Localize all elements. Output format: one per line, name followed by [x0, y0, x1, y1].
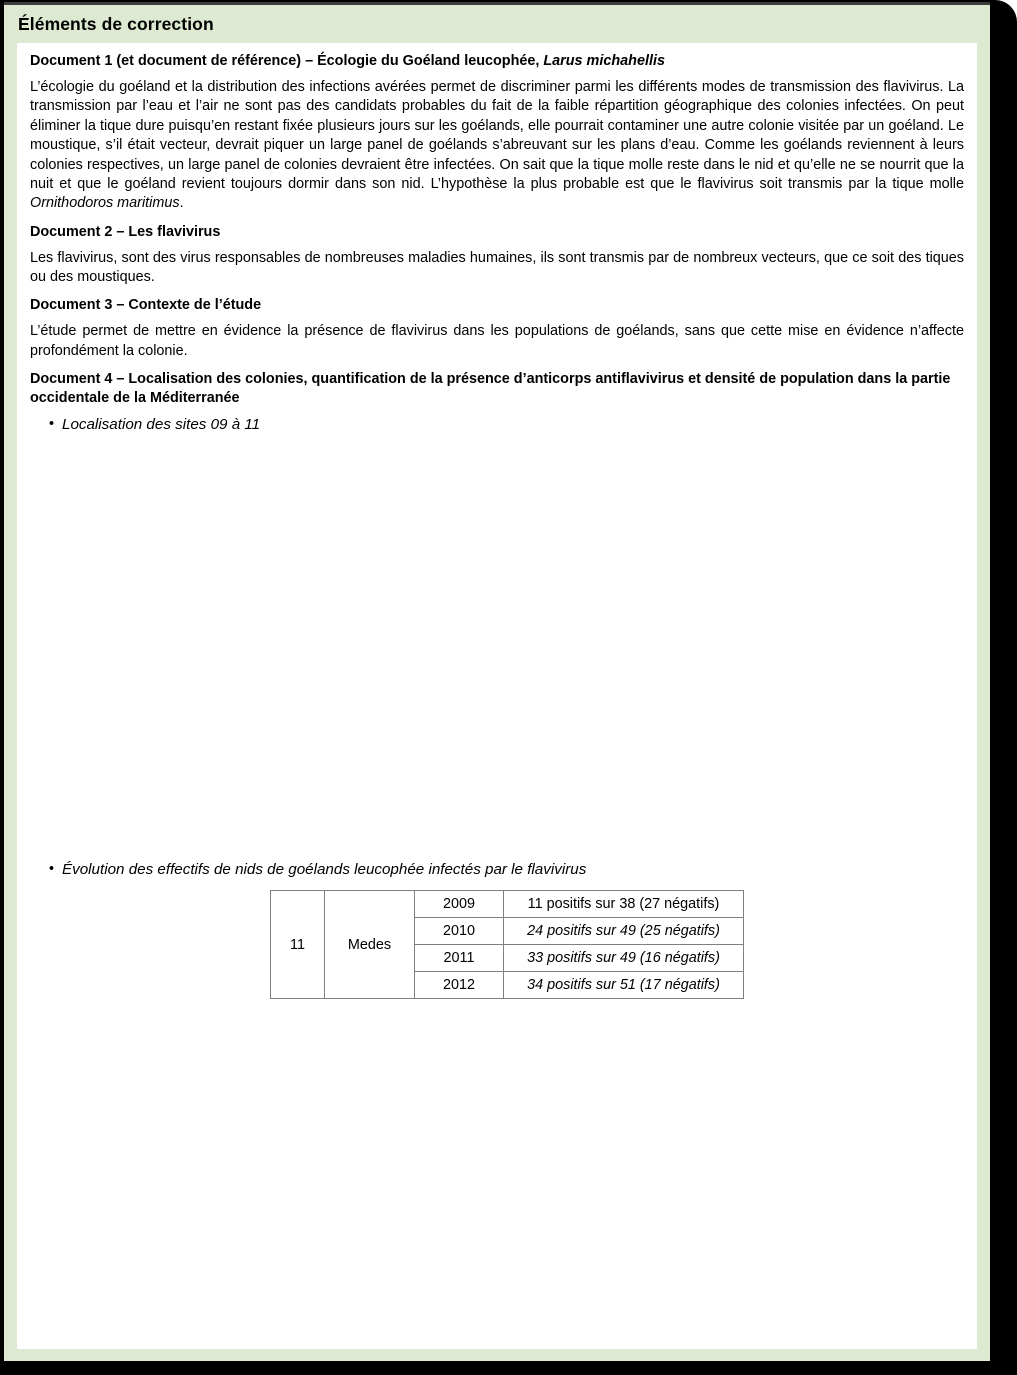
document-1-paragraph-tail: . [179, 195, 184, 212]
bullet-label-localisation: Localisation des sites 09 à 11 [62, 416, 261, 434]
bullet-item-evolution [30, 860, 964, 881]
document-1-paragraph-species: Ornithodoros maritimus [30, 195, 180, 212]
document-1-heading-text: Document 1 (et document de référence) – Écologie du Goéland leucophée, [30, 53, 544, 69]
document-2-paragraph: Les flavivirus, sont des virus responsables de nombreuses maladies humaines, ils sont transmis par de nombreux vecteurs, que ce soit des tiques ou des moustiques. [30, 249, 964, 286]
table-cell-result-2: 33 positifs sur 49 (16 négatifs) [504, 945, 744, 972]
document-content-panel [17, 43, 977, 1349]
table-cell-site-number: 11 [271, 891, 325, 999]
document-1-heading [30, 52, 964, 71]
table-cell-year-1: 2010 [415, 918, 504, 945]
infection-data-table [270, 890, 744, 999]
bullet-marker-icon: • [49, 860, 55, 877]
map-figure-placeholder [30, 436, 964, 854]
document-1-paragraph [30, 78, 964, 214]
bullet-marker-icon: • [49, 416, 55, 433]
table-cell-year-2: 2011 [415, 945, 504, 972]
bullet-item-localisation [30, 415, 964, 436]
document-sheet [4, 2, 990, 1361]
table-cell-result-3: 34 positifs sur 51 (17 négatifs) [504, 972, 744, 999]
table-cell-site-name: Medes [325, 891, 415, 999]
document-header-band [4, 5, 990, 43]
table-cell-result-1: 24 positifs sur 49 (25 négatifs) [504, 918, 744, 945]
table-cell-year-3: 2012 [415, 972, 504, 999]
table-cell-result-0: 11 positifs sur 38 (27 négatifs) [504, 891, 744, 918]
document-1-paragraph-text: L’écologie du goéland et la distribution des infections avérées permet de discriminer parmi les différents modes de transmission des flavivirus. La transmission par l’eau et l’air ne sont pas des candidats probables du fait de la faible répartition géographique des colonies infectées. On peut éliminer la tique dure puisqu’en restant fixée plusieurs jours sur les goélands, elle pourrait contaminer une autre colonie visitée par un goéland. Le moustique, s’il était vecteur, devrait piquer un large panel de goélands s’abreuvant sur les plans d’eau. Comme les goélands reviennent à leurs colonies respectives, un large panel de colonies devraient être infectées. On sait que la tique molle reste dans le nid et qu’elle ne se nourrit que la nuit et que le goéland revient toujours dormir dans son nid. L’hypothèse la plus probable est que le flavivirus soit transmis par la tique molle [30, 79, 964, 192]
table-cell-year-0: 2009 [415, 891, 504, 918]
document-2-heading: Document 2 – Les flavivirus [30, 223, 221, 240]
document-3-heading: Document 3 – Contexte de l’étude [30, 297, 262, 314]
page-title: Éléments de correction [18, 13, 214, 34]
infection-table-body [271, 891, 744, 999]
table-row [271, 891, 744, 918]
document-4-heading: Document 4 – Localisation des colonies, quantification de la présence d’anticorps antiflavivirus et densité de population dans la partie occidentale de la Méditerranée [30, 371, 951, 407]
document-3-paragraph: L’étude permet de mettre en évidence la présence de flavivirus dans les populations de goélands, sans que cette mise en évidence n’affecte profondément la colonie. [30, 323, 964, 359]
bullet-label-evolution: Évolution des effectifs de nids de goélands leucophée infectés par le flavivirus [62, 860, 587, 878]
document-1-heading-species: Larus michahellis [543, 53, 665, 69]
infection-table-wrapper [30, 890, 964, 999]
